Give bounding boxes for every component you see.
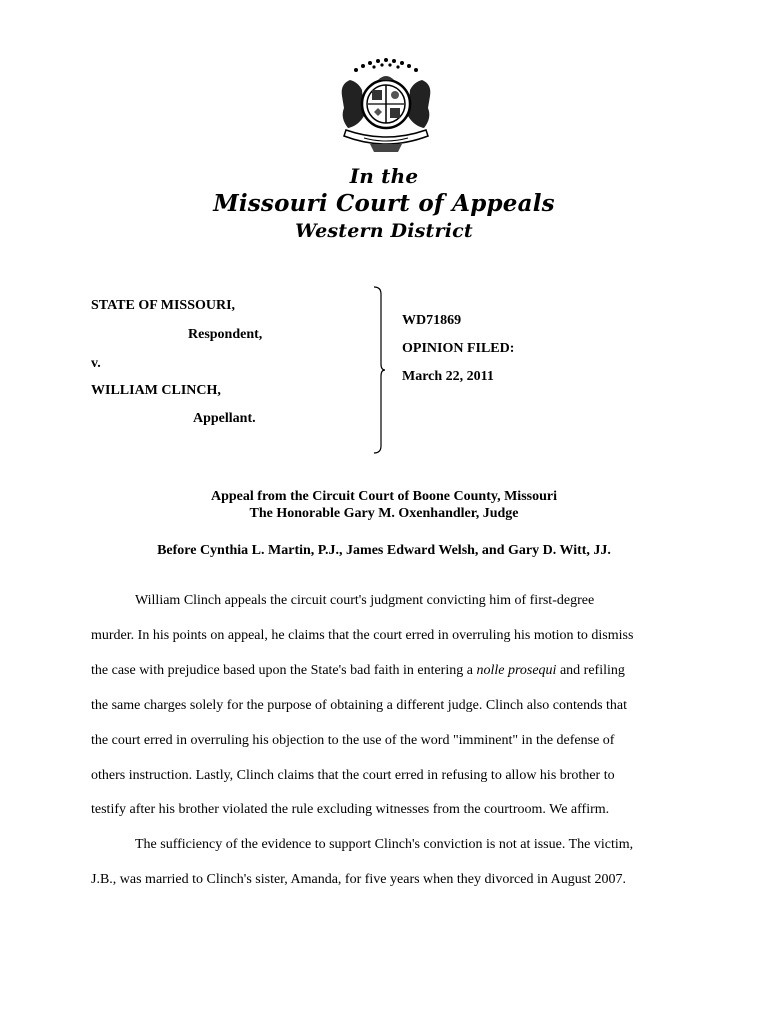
body-line-7: testify after his brother violated the rule excluding witnesses from the courtroom. We affirm. (91, 802, 610, 817)
court-title-district: Western District (295, 220, 473, 242)
appeal-court: Appeal from the Circuit Court of Boone County, Missouri (211, 489, 557, 504)
body-line-3-b: and refiling (556, 663, 625, 678)
body-line-9: J.B., was married to Clinch's sister, Amanda, for five years when they divorced in August 2007. (91, 872, 627, 887)
case-number: WD71869 (402, 313, 462, 328)
body-line-5: the court erred in overruling his objection to the use of the word "imminent" in the defense of (91, 733, 615, 748)
body-line-3 (91, 662, 681, 679)
opinion-date: March 22, 2011 (402, 369, 494, 384)
appeal-judge: The Honorable Gary M. Oxenhandler, Judge (249, 506, 519, 521)
defendant-name: WILLIAM CLINCH, (91, 383, 221, 398)
defendant-role: Appellant. (193, 411, 256, 426)
missouri-state-seal (334, 56, 438, 156)
opinion-filed-label: OPINION FILED: (402, 341, 515, 356)
plaintiff-name: STATE OF MISSOURI, (91, 298, 236, 313)
body-line-8: The sufficiency of the evidence to support Clinch's conviction is not at issue. The victim, (135, 837, 634, 852)
body-line-1: William Clinch appeals the circuit court's judgment convicting him of first-degree (135, 593, 595, 608)
nolle-prosequi-term: nolle prosequi (476, 663, 557, 678)
caption-bracket (372, 286, 388, 454)
panel-judges: Before Cynthia L. Martin, P.J., James Edward Welsh, and Gary D. Witt, JJ. (157, 543, 611, 558)
court-title-in-the: In the (349, 164, 419, 188)
plaintiff-role: Respondent, (188, 327, 263, 342)
body-line-6: others instruction. Lastly, Clinch claims that the court erred in refusing to allow his brother to (91, 768, 615, 783)
body-line-4: the same charges solely for the purpose of obtaining a different judge. Clinch also contends that (91, 698, 628, 713)
court-title-name: Missouri Court of Appeals (213, 190, 555, 217)
body-line-2: murder. In his points on appeal, he claims that the court erred in overruling his motion to dismiss (91, 628, 634, 643)
body-line-3-a: the case with prejudice based upon the State's bad faith in entering a (91, 663, 477, 678)
versus-label: v. (91, 356, 101, 371)
